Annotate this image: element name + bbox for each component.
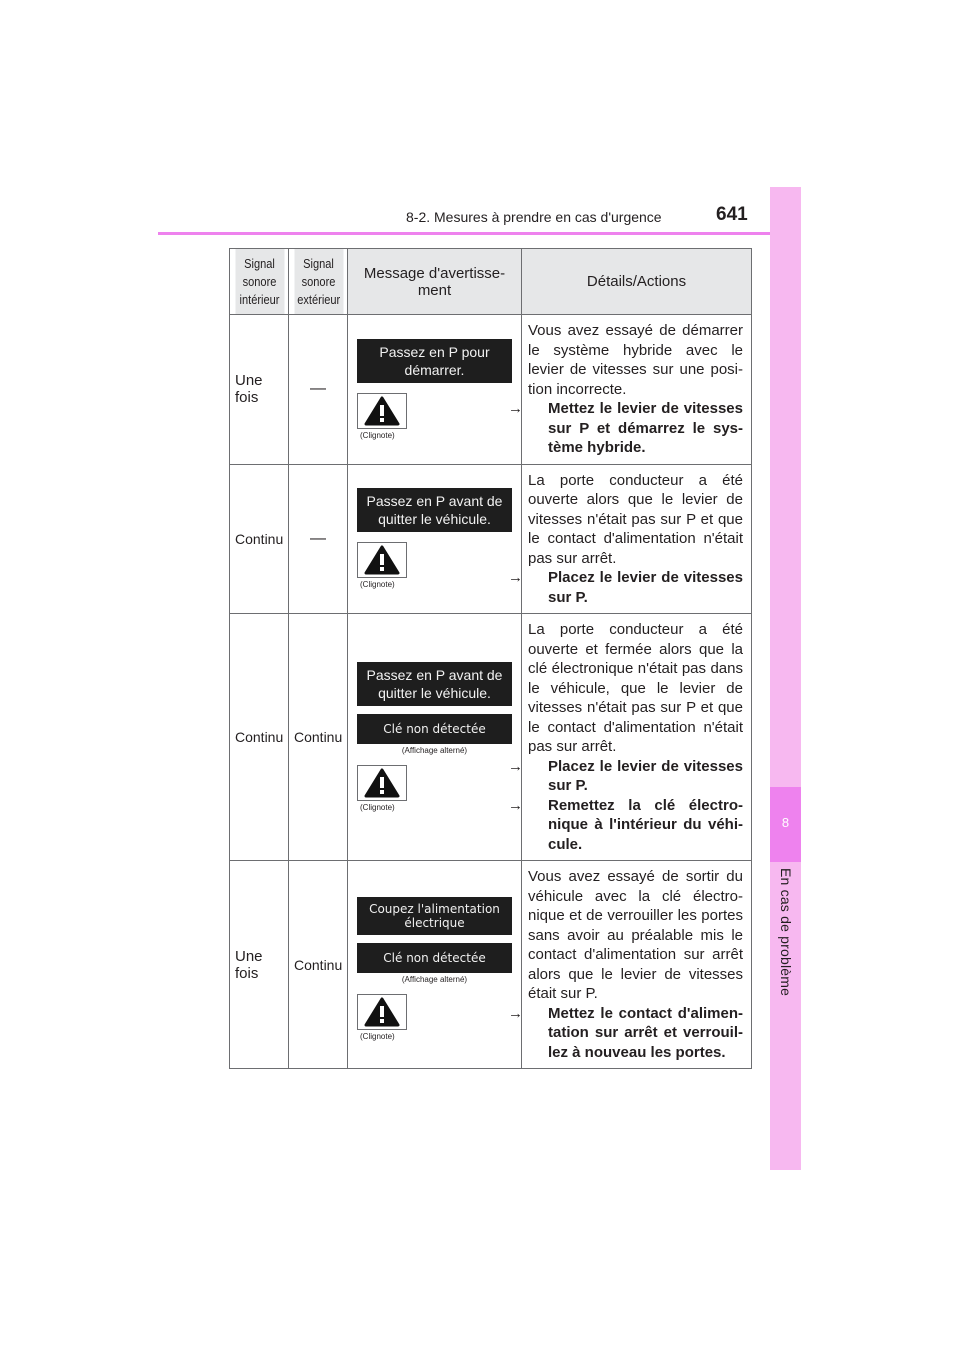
action-item [508,568,743,607]
action-text: Remettez la clé électro-nique à l'intérieur du véhi-cule. [548,796,743,853]
display-message: Clé non détectée [357,943,512,973]
warning-icon-group [357,542,512,589]
warning-triangle-icon [357,542,407,578]
warning-message-cell [348,614,522,861]
details-text: La porte conducteur a été ouverte alors que le levier de vitesses n'était pas sur P et que le contact d'alimentation n'était pas sur arrêt. [528,471,743,567]
display-message: Passez en P pour démarrer. [357,339,512,383]
details-cell [508,614,752,861]
col-header-details: Détails/Actions [522,249,752,315]
icon-caption: (Clignote) [360,580,395,590]
arrow-icon: → [508,1004,523,1022]
table-header-row [230,249,752,315]
details-text: La porte conducteur a été ouverte et fermée alors que la clé électronique n'était pas dans le véhicule, que le levier de vitesses n'était pas sur P et que le contact d'alimentation n'était pas sur arrêt. [528,621,743,755]
warning-icon-group [357,994,512,1041]
table-row [230,861,752,1069]
alternate-caption: (Affichage alterné) [401,974,468,984]
icon-caption: (Clignote) [360,803,395,812]
chapter-side-tab [770,187,801,1170]
arrow-icon: → [508,400,523,417]
header-rule [158,232,801,235]
warning-icon-group [357,765,512,812]
col-header-exterior: Signal sonore extérieur [293,249,343,315]
warning-message-cell [348,464,522,614]
page-number: 641 [716,204,748,225]
display-message: Passez en P avant de quitter le véhicule. [357,488,512,532]
icon-caption: (Clignote) [360,1031,395,1041]
display-message: Passez en P avant de quitter le véhicule. [357,662,512,706]
alternate-caption: (Affichage alterné) [401,746,468,755]
warning-triangle-icon [357,393,407,429]
action-item [508,796,743,855]
details-cell [508,315,752,465]
warning-triangle-icon [357,994,407,1030]
warning-icon-group [357,393,512,440]
col-header-interior: Signal sonore intérieur [234,249,284,315]
table-row [230,315,752,465]
details-cell [508,464,752,614]
arrow-icon: → [508,569,523,586]
exterior-signal: Continu [289,614,348,861]
section-title: 8-2. Mesures à prendre en cas d'urgence [406,209,662,225]
chapter-title: En cas de problème [778,868,794,997]
exterior-signal: Continu [289,861,348,1069]
interior-signal: Une fois [230,315,289,465]
warning-message-cell [348,861,522,1069]
action-text: Placez le levier de vitesses sur P. [548,757,743,794]
exterior-signal: — [289,315,348,465]
action-item [508,757,743,796]
details-text: Vous avez essayé de démarrer le système hybride avec le levier de vitesses sur une posi-tion incorrecte. [528,322,743,398]
table-row [230,614,752,861]
details-cell [508,861,752,1069]
interior-signal: Continu [230,464,289,614]
warning-table [229,248,752,1069]
action-text: Placez le levier de vitesses sur P. [548,569,743,606]
interior-signal: Continu [230,614,289,861]
details-text: Vous avez essayé de sortir du véhicule avec la clé électro-nique et de verrouiller les portes sans avoir au préalable mis le contact d'alimentation sur arrêt alors que le levier de vitesses était sur P. [528,868,743,1002]
arrow-icon: → [508,796,523,814]
table-row [230,464,752,614]
action-text: Mettez le levier de vitesses sur P et démarrez le sys-tème hybride. [548,400,743,456]
display-message: Coupez l'alimentation électrique [357,897,512,935]
icon-caption: (Clignote) [360,430,395,440]
action-text: Mettez le contact d'alimen-tation sur arrêt et verrouil-lez à nouveau les portes. [548,1004,743,1061]
action-item [508,399,743,458]
action-item [508,1004,743,1063]
display-message: Clé non détectée [357,714,512,744]
exterior-signal: — [289,464,348,614]
arrow-icon: → [508,757,523,775]
warning-message-cell [348,315,522,465]
warning-triangle-icon [357,765,407,801]
interior-signal: Une fois [230,861,289,1069]
chapter-number: 8 [781,815,790,830]
col-header-message: Message d'avertisse-ment [348,249,522,315]
